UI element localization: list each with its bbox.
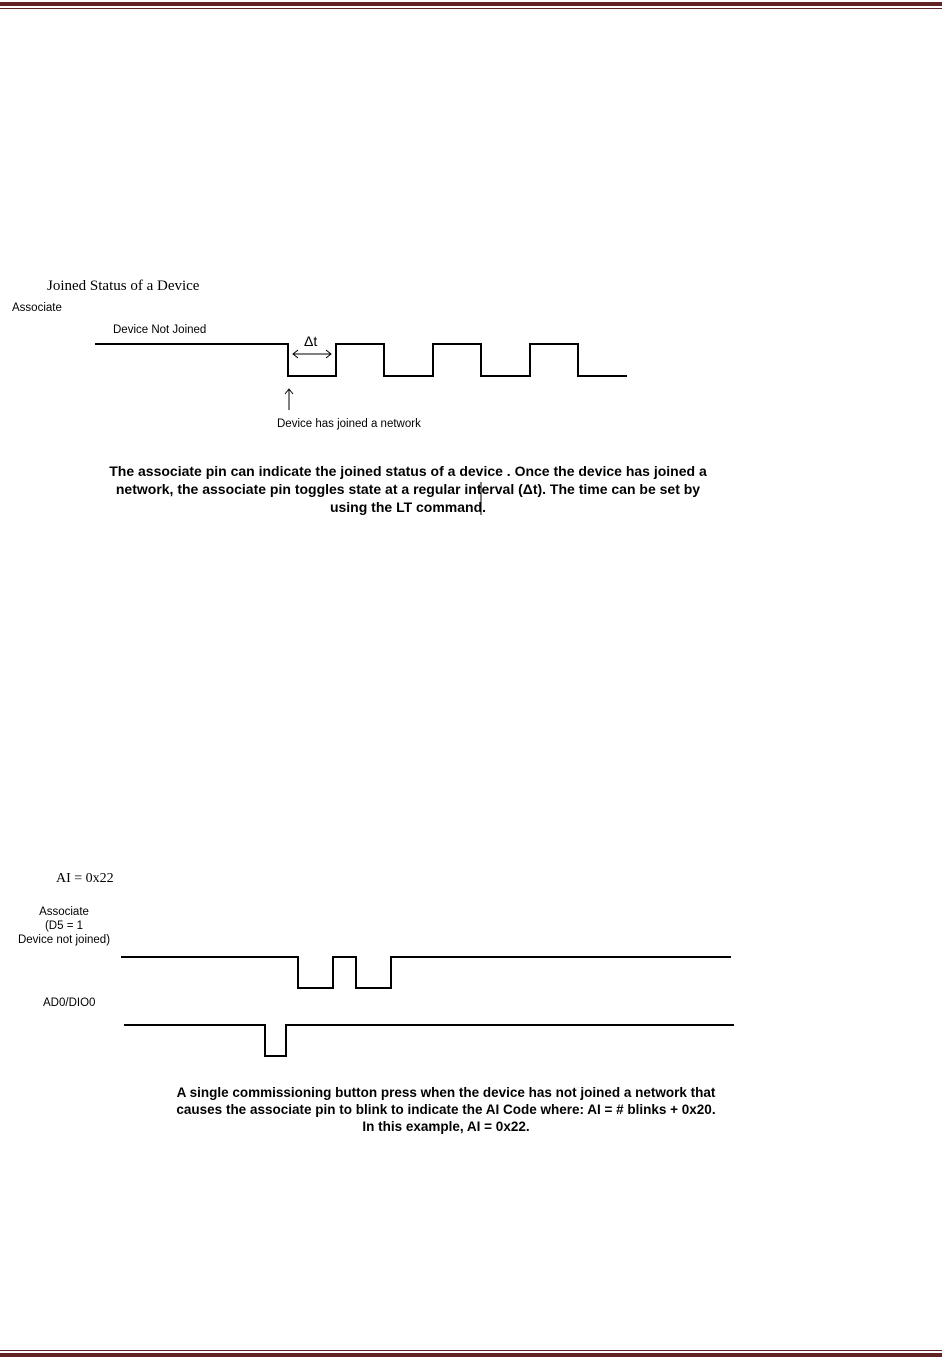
- figure2-caption: [120, 1084, 772, 1135]
- associate-label-line: Associate: [39, 906, 89, 918]
- dio-button-waveform: [124, 1025, 734, 1056]
- figure1-axis-label: Associate: [12, 302, 62, 314]
- interval-label: Δt: [304, 333, 318, 349]
- figure2-title: AI = 0x22: [56, 871, 114, 886]
- figure1-caption-line: The associate pin can indicate the joined status of a device . Once the device has joined a: [109, 463, 707, 479]
- figure2-caption-line: A single commissioning button press when the device has not joined a network that: [176, 1085, 716, 1100]
- figure2-associate-label: [6, 905, 122, 947]
- interval-arrow: [293, 350, 331, 358]
- figure2-caption-line: causes the associate pin to blink to indicate the AI Code where: AI = # blinks + 0x20.: [176, 1102, 716, 1117]
- join-event-arrow: [285, 389, 293, 410]
- figure1-caption-line: using the LT command.: [329, 499, 487, 515]
- associate-label-line: Device not joined): [17, 934, 111, 946]
- figure2-caption-line: In this example, AI = 0x22.: [362, 1119, 530, 1134]
- figure1-state-label: Device Not Joined: [113, 324, 207, 336]
- figure1-event-label: Device has joined a network: [277, 418, 421, 430]
- associate-label-line: (D5 = 1: [44, 920, 84, 932]
- associate-waveform: [95, 344, 627, 376]
- figure1-caption-line: network, the associate pin toggles state at a regular interval (Δt). The time can be set by: [115, 481, 701, 497]
- figure1-caption: [60, 462, 756, 516]
- figure2-dio-label: AD0/DIO0: [43, 997, 96, 1009]
- figure1-title: Joined Status of a Device: [47, 278, 200, 294]
- associate-blink-waveform: [121, 957, 731, 988]
